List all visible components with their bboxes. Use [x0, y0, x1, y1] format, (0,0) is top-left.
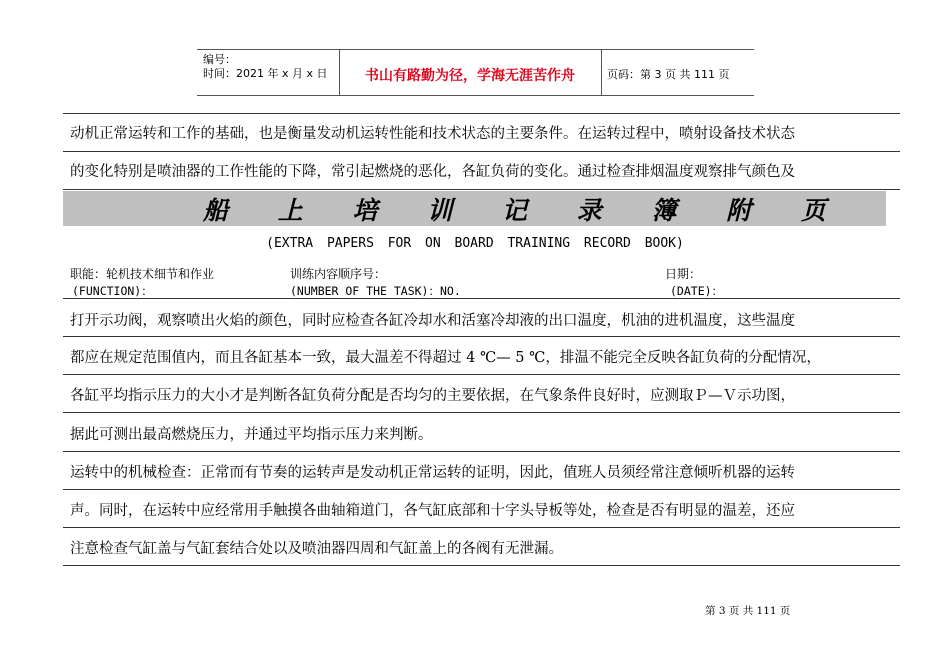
title-char: 培 — [352, 195, 378, 225]
serial-label: 编号： — [203, 53, 236, 66]
title-char: 记 — [501, 195, 527, 225]
text-line: 据此可测出最高燃烧压力，并通过平均指示压力来判断。 — [70, 427, 433, 443]
document-header — [197, 49, 754, 96]
header-bottom-rule — [197, 95, 754, 96]
title-band — [63, 191, 886, 226]
record-book-title — [63, 191, 886, 226]
rule-line — [63, 336, 900, 337]
header-divider — [601, 49, 602, 96]
title-char: 训 — [427, 195, 453, 225]
rule-line — [63, 298, 900, 299]
text-line: 动机正常运转和工作的基础，也是衡量发动机运转性能和技术状态的主要条件。在运转过程中，喷射设备技术状态 — [70, 126, 795, 142]
text-line: 各缸平均指示压力的大小才是判断各缸负荷分配是否均匀的主要依据，在气象条件良好时，应测取Ｐ—Ｖ示功图， — [70, 388, 795, 404]
rule-line — [63, 151, 900, 152]
english-subtitle: (EXTRA PAPERS FOR ON BOARD TRAINING RECORD BOOK) — [266, 236, 684, 251]
text-line: 的变化特别是喷油器的工作性能的下降，常引起燃烧的恶化，各缸负荷的变化。通过检查排烟温度观察排气颜色及 — [70, 164, 795, 180]
page-footer: 第 3 页 共 111 页 — [705, 605, 791, 617]
rule-line — [63, 374, 900, 375]
rule-line — [63, 412, 900, 413]
page-label: 页码：第 3 页 共 111 页 — [607, 68, 730, 81]
title-char: 附 — [726, 195, 752, 225]
task-en-label: (NUMBER OF THE TASK)：NO. — [290, 284, 461, 298]
text-line: 运转中的机械检查：正常而有节奏的运转声是发动机正常运转的证明，因此，值班人员须经常注意倾听机器的运转 — [70, 465, 795, 481]
title-char: 页 — [800, 195, 826, 225]
text-line: 都应在规定范围值内，而且各缸基本一致，最大温差不得超过 4 ℃— 5 ℃，排温不能完全反映各缸负荷的分配情况， — [70, 350, 821, 366]
rule-line — [63, 189, 900, 190]
date-label: 日期： — [665, 267, 702, 281]
rule-line — [63, 489, 900, 490]
title-char: 簿 — [651, 195, 677, 225]
text-line: 打开示功阀，观察喷出火焰的颜色，同时应检查各缸冷却水和活塞冷却液的出口温度，机油的进机温度，这些温度 — [70, 313, 795, 329]
title-char: 船 — [203, 195, 229, 225]
text-line: 声。同时，在运转中应经常用手触摸各曲轴箱道门，各气缸底部和十字头导板等处，检查是否有明显的温差，还应 — [70, 503, 795, 519]
rule-line — [63, 527, 900, 528]
task-label: 训练内容顺序号： — [290, 267, 387, 281]
header-top-rule — [197, 49, 754, 50]
rule-line — [63, 451, 900, 452]
title-char: 录 — [576, 195, 602, 225]
motto: 书山有路勤为径，学海无涯苦作舟 — [365, 68, 575, 84]
title-char: 上 — [277, 195, 303, 225]
time-label: 时间：2021 年 x 月 x 日 — [203, 67, 328, 80]
date-en-label: (DATE)： — [670, 284, 724, 298]
function-en-label: (FUNCTION)： — [72, 284, 153, 298]
rule-line — [63, 565, 900, 566]
text-line: 注意检查气缸盖与气缸套结合处以及喷油器四周和气缸盖上的各阀有无泄漏。 — [70, 541, 563, 557]
rule-line — [63, 113, 900, 114]
function-label: 职能：轮机技术细节和作业 — [70, 267, 215, 281]
